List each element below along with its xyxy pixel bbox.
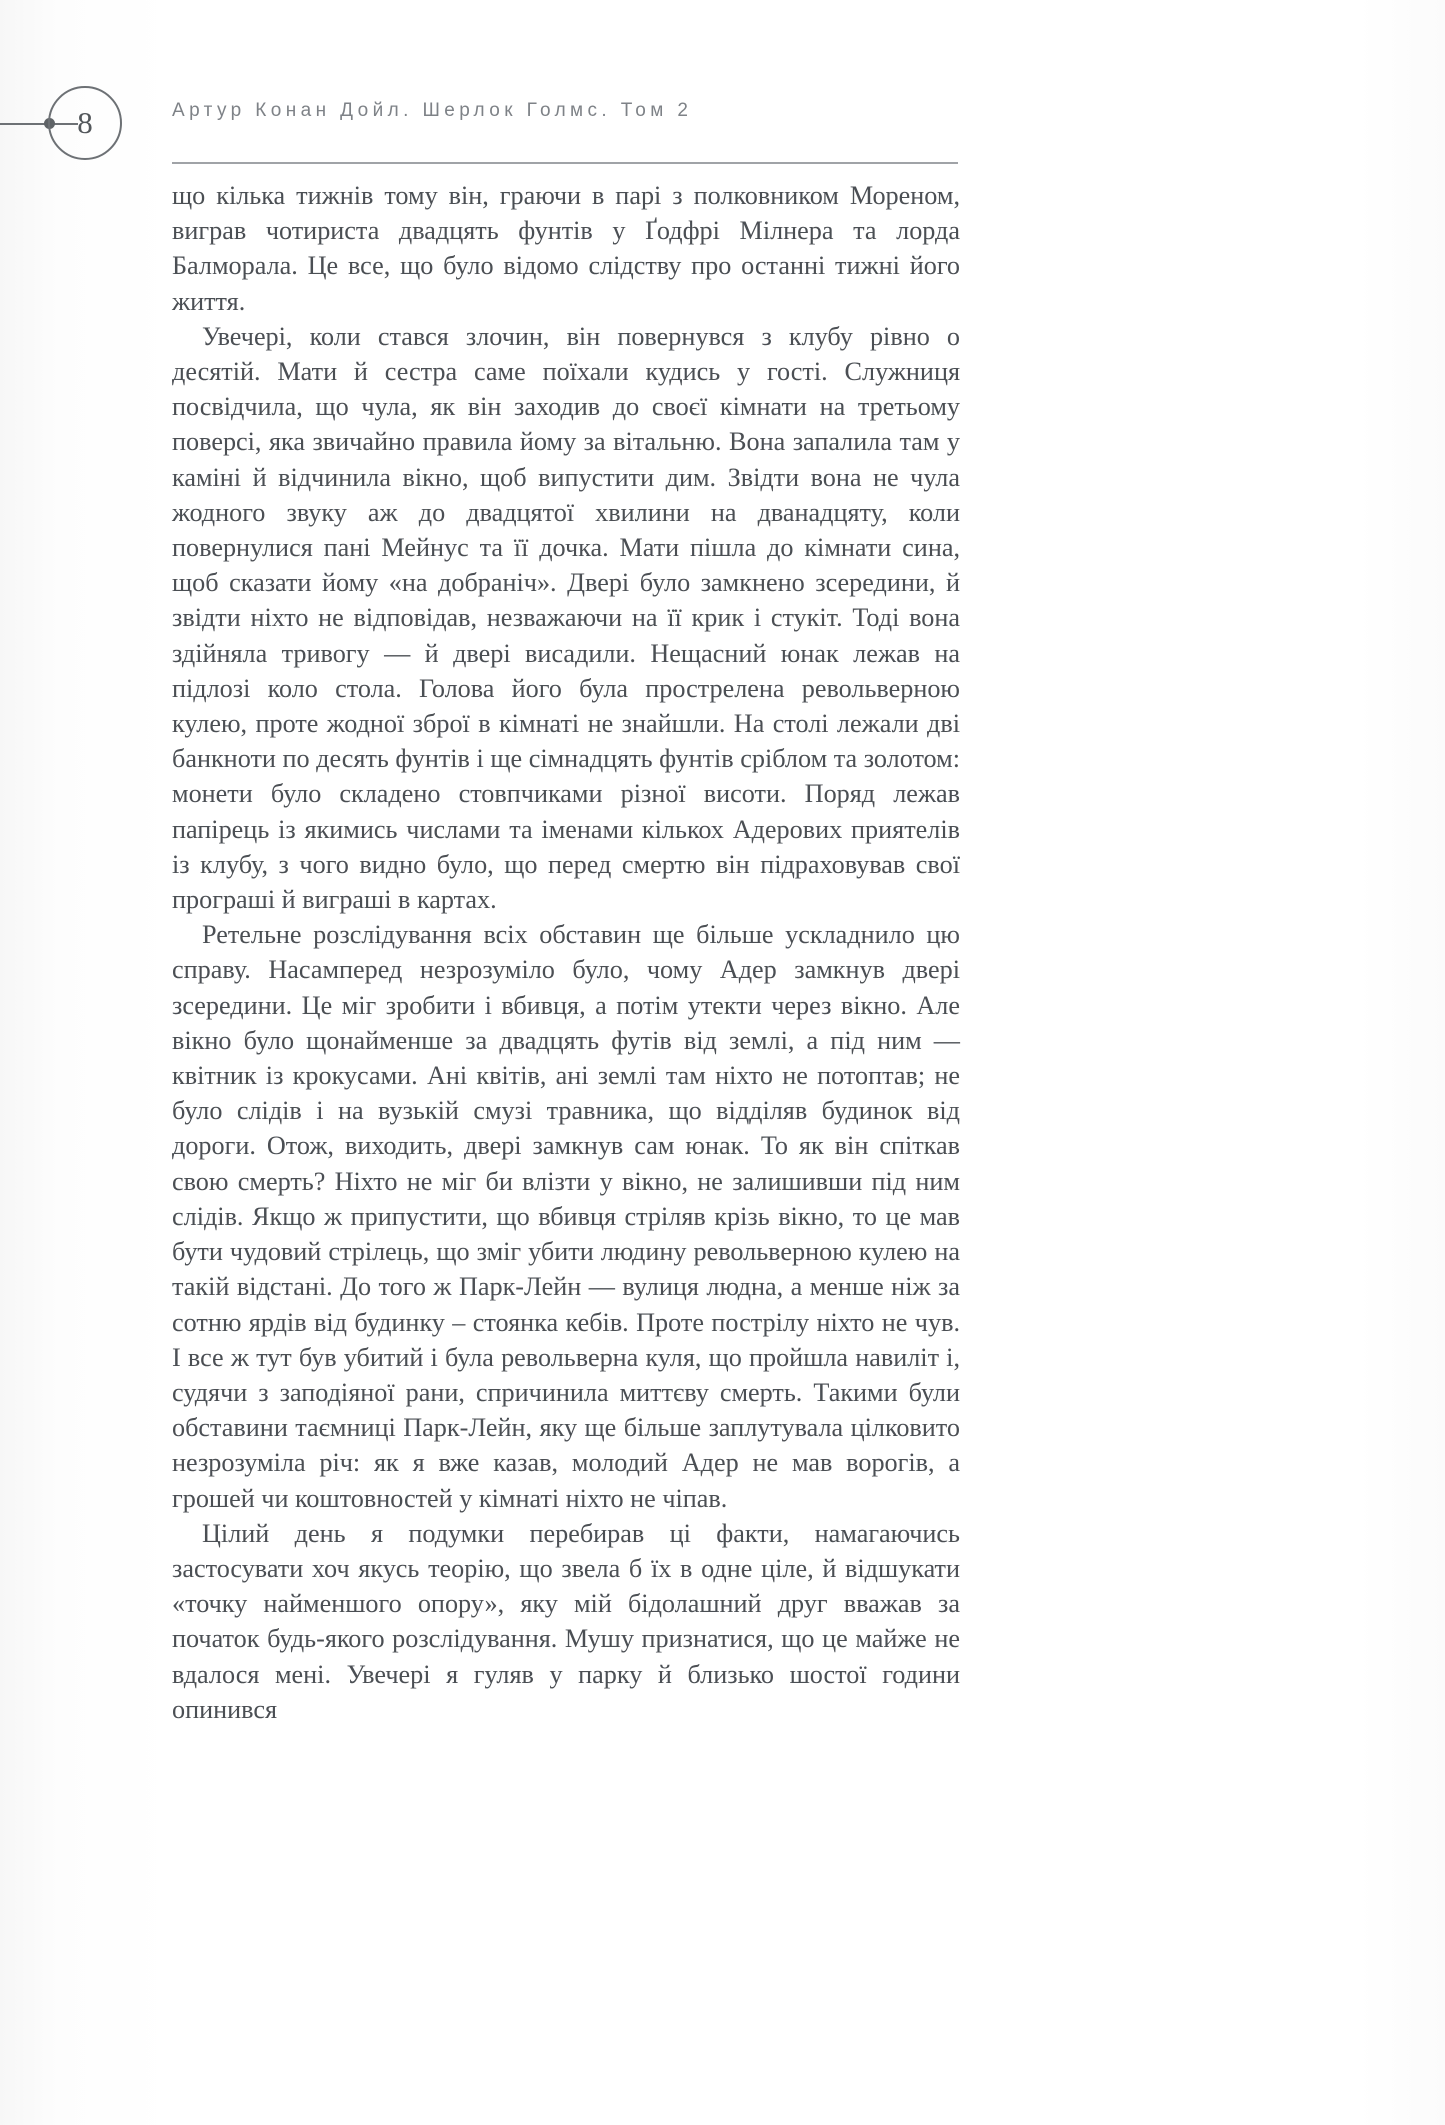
- paragraph: Цілий день я подумки перебирав ці факти, намагаючись застосувати хоч якусь теорію, що звела б їх в одне ціле, й відшукати «точку найменшого опору», яку мій бідолашний друг вважав за початок будь-якого розслідування. Мушу признатися, що це майже не вдалося мені. Увечері я гуляв у парку й близько шостої години опинився: [172, 1518, 960, 1724]
- paragraph: Увечері, коли стався злочин, він повернувся з клубу рівно о десятій. Мати й сестра саме поїхали кудись у гості. Служниця посвідчила, що чула, як він заходив до своєї кімнати на третьому поверсі, яка звичайно правила йому за вітальню. Вона запалила там у каміні й відчинила вікно, щоб випустити дим. Звідти вона не чула жодного звуку аж до двадцятої хвилини на дванадцяту, коли повернулися пані Мейнус та її дочка. Мати пішла до кімнати сина, щоб сказати йому «на добраніч». Двері було замкнено зсередини, й звідти ніхто не відповідав, незважаючи на її крик і стукіт. Тоді вона здійняла тривогу — й двері висадили. Нещасний юнак лежав на підлозі коло стола. Голова його була прострелена револьверною кулею, проте жодної зброї в кімнаті не знайшли. На столі лежали дві банкноти по десять фунтів і ще сімнадцять фунтів сріблом та золотом: монети було складено стовпчиками різної висоти. Поряд лежав папірець із якимись числами та іменами кількох Адерових приятелів із клубу, з чого видно було, що перед смертю він підраховував свої програші й виграші в картах.: [172, 321, 960, 915]
- folio-marker: [0, 86, 180, 162]
- folio-circle: [48, 86, 122, 160]
- running-header: Артур Конан Дойл. Шерлок Голмс. Том 2: [172, 100, 693, 121]
- page-number: 8: [77, 104, 93, 140]
- body-text-column: [172, 178, 960, 1727]
- header-rule: [172, 162, 958, 164]
- paragraph: що кілька тижнів тому він, граючи в парі з полковником Мореном, виграв чотириста двадцять фунтів у Ґодфрі Мілнера та лорда Балморала. Це все, що було відомо слідству про останні тижні його життя.: [172, 181, 960, 316]
- paragraph: Ретельне розслідування всіх обставин ще більше ускладнило цю справу. Насамперед незрозуміло було, чому Адер замкнув двері зсередини. Це міг зробити і вбивця, а потім утекти через вікно. Але вікно було щонайменше за двадцять футів від землі, а під ним — квітник із крокусами. Ані квітів, ані землі там ніхто не потоптав; не було слідів і на вузькій смузі травника, що відділяв будинок від дороги. Отож, виходить, двері замкнув сам юнак. То як він спіткав свою смерть? Ніхто не міг би влізти у вікно, не залишивши під ним слідів. Якщо ж припустити, що вбивця стріляв крізь вікно, то це мав бути чудовий стрілець, що зміг убити людину револьверною кулею на такій відстані. До того ж Парк-Лейн — вулиця людна, а менше ніж за сотню ярдів від будинку – стоянка кебів. Проте пострілу ніхто не чув. І все ж тут був убитий і була револьверна куля, що пройшла навиліт і, судячи з заподіяної рани, спричинила миттєву смерть. Такими були обставини таємниці Парк-Лейн, яку ще більше заплутувала цілковито незрозуміла річ: як я вже казав, молодий Адер не мав ворогів, а грошей чи коштовностей у кімнаті ніхто не чіпав.: [172, 920, 960, 1513]
